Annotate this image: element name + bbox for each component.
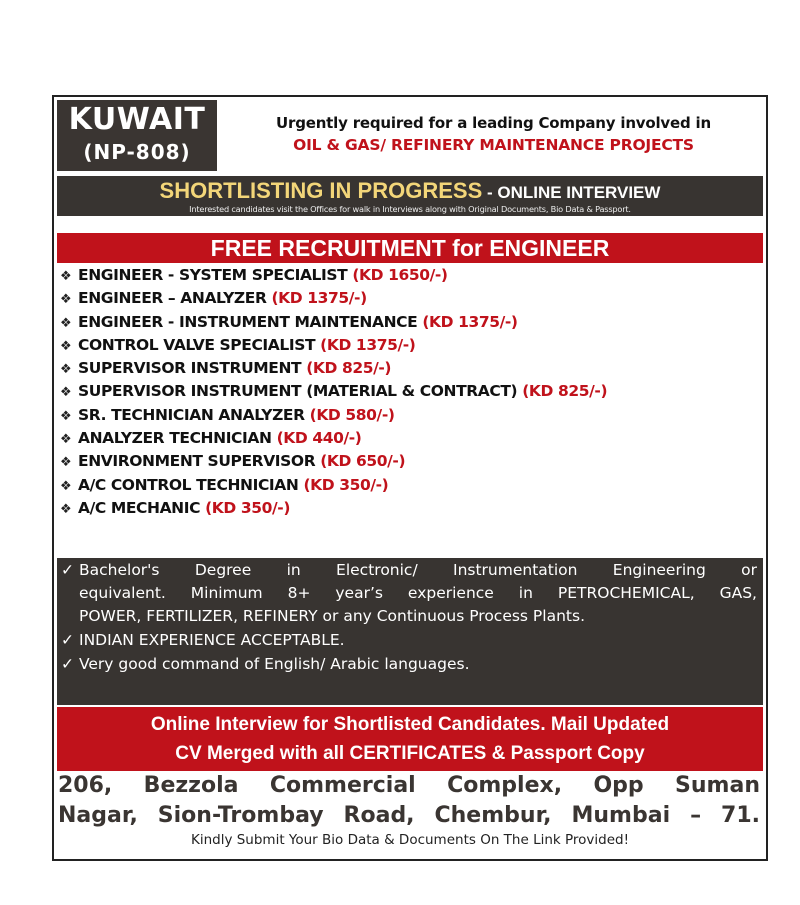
diamond-bullet-icon: ❖ xyxy=(60,292,72,308)
interview-banner xyxy=(57,707,763,771)
country-badge xyxy=(57,100,217,171)
job-salary: (KD 650/-) xyxy=(320,452,406,471)
job-item xyxy=(60,380,766,403)
job-title: A/C MECHANIC xyxy=(78,498,206,517)
diamond-bullet-icon: ❖ xyxy=(60,408,72,424)
country-title: KUWAIT xyxy=(68,102,206,137)
job-item xyxy=(60,474,766,497)
ad-code: (NP-808) xyxy=(83,140,191,164)
job-advertisement xyxy=(52,95,768,861)
requirements-box xyxy=(57,558,763,705)
requirement-line xyxy=(61,629,757,652)
shortlisting-banner xyxy=(57,176,763,216)
job-item xyxy=(60,404,766,427)
job-item xyxy=(60,264,766,287)
job-item xyxy=(60,334,766,357)
job-item xyxy=(60,311,766,334)
checkmark-icon: ✓ xyxy=(61,655,74,673)
job-title: ENGINEER - INSTRUMENT MAINTENANCE xyxy=(78,312,423,331)
checkmark-icon: ✓ xyxy=(61,561,74,579)
job-salary: (KD 825/-) xyxy=(522,382,608,401)
header-text xyxy=(224,100,763,171)
diamond-bullet-icon: ❖ xyxy=(60,362,72,378)
requirement-line: POWER, FERTILIZER, REFINERY or any Continuous Process Plants. xyxy=(79,607,585,625)
job-item xyxy=(60,357,766,380)
job-item xyxy=(60,497,766,520)
address-line: 206, Bezzola Commercial Complex, Opp Suman xyxy=(58,773,760,798)
recruitment-title: FREE RECRUITMENT for ENGINEER xyxy=(57,233,763,263)
job-salary: (KD 1375/-) xyxy=(271,289,367,308)
job-salary: (KD 1375/-) xyxy=(422,312,518,331)
requirement-text: Bachelor's Degree in Electronic/ Instrumentation Engineering or xyxy=(79,561,757,579)
submit-note: Kindly Submit Your Bio Data & Documents On The Link Provided! xyxy=(190,832,630,848)
job-title: SUPERVISOR INSTRUMENT (MATERIAL & CONTRACT) xyxy=(78,382,523,401)
job-item xyxy=(60,427,766,450)
job-title: CONTROL VALVE SPECIALIST xyxy=(78,335,321,354)
job-salary: (KD 350/-) xyxy=(303,475,389,494)
job-salary: (KD 825/-) xyxy=(306,359,392,378)
job-salary: (KD 350/-) xyxy=(205,498,290,517)
diamond-bullet-icon: ❖ xyxy=(60,338,72,354)
job-title: A/C CONTROL TECHNICIAN xyxy=(78,475,304,494)
online-interview-text: - ONLINE INTERVIEW xyxy=(482,183,661,202)
requirement-text: Very good command of English/ Arabic languages. xyxy=(79,655,470,673)
diamond-bullet-icon: ❖ xyxy=(60,315,72,331)
job-item xyxy=(60,450,766,473)
interview-line: CV Merged with all CERTIFICATES & Passport Copy xyxy=(175,743,645,764)
address-line: Nagar, Sion-Trombay Road, Chembur, Mumbai – 71. xyxy=(58,803,760,828)
job-salary: (KD 580/-) xyxy=(309,405,395,424)
requirement-line xyxy=(61,653,757,676)
job-salary: (KD 1650/-) xyxy=(352,266,448,284)
job-title: ENGINEER - SYSTEM SPECIALIST xyxy=(78,266,353,284)
diamond-bullet-icon: ❖ xyxy=(60,501,72,517)
interview-line: Online Interview for Shortlisted Candidates. Mail Updated xyxy=(150,714,670,735)
diamond-bullet-icon: ❖ xyxy=(60,385,72,401)
job-title: ENGINEER – ANALYZER xyxy=(78,289,272,308)
diamond-bullet-icon: ❖ xyxy=(60,455,72,471)
diamond-bullet-icon: ❖ xyxy=(60,478,72,494)
diamond-bullet-icon: ❖ xyxy=(60,269,72,284)
job-title: SUPERVISOR INSTRUMENT xyxy=(78,359,307,378)
shortlisting-text: SHORTLISTING IN PROGRESS xyxy=(159,178,483,203)
requirement-text: INDIAN EXPERIENCE ACCEPTABLE. xyxy=(79,631,345,649)
job-title: ANALYZER TECHNICIAN xyxy=(78,429,277,448)
requirement-line: equivalent. Minimum 8+ year’s experience in PETROCHEMICAL, GAS, xyxy=(79,584,757,602)
checkmark-icon: ✓ xyxy=(61,631,74,649)
walk-in-note: Interested candidates visit the Offices for walk in Interviews along with Original Documents, Bio Data & Passport. xyxy=(189,204,631,214)
diamond-bullet-icon: ❖ xyxy=(60,432,72,448)
job-list xyxy=(60,264,766,520)
job-salary: (KD 440/-) xyxy=(276,429,362,448)
job-title: ENVIRONMENT SUPERVISOR xyxy=(78,452,321,471)
job-title: SR. TECHNICIAN ANALYZER xyxy=(78,405,310,424)
projects-line: OIL & GAS/ REFINERY MAINTENANCE PROJECTS xyxy=(293,136,694,154)
requirement-line xyxy=(61,559,757,582)
urgent-line: Urgently required for a leading Company involved in xyxy=(276,114,711,132)
job-salary: (KD 1375/-) xyxy=(320,335,416,354)
job-item xyxy=(60,287,766,310)
